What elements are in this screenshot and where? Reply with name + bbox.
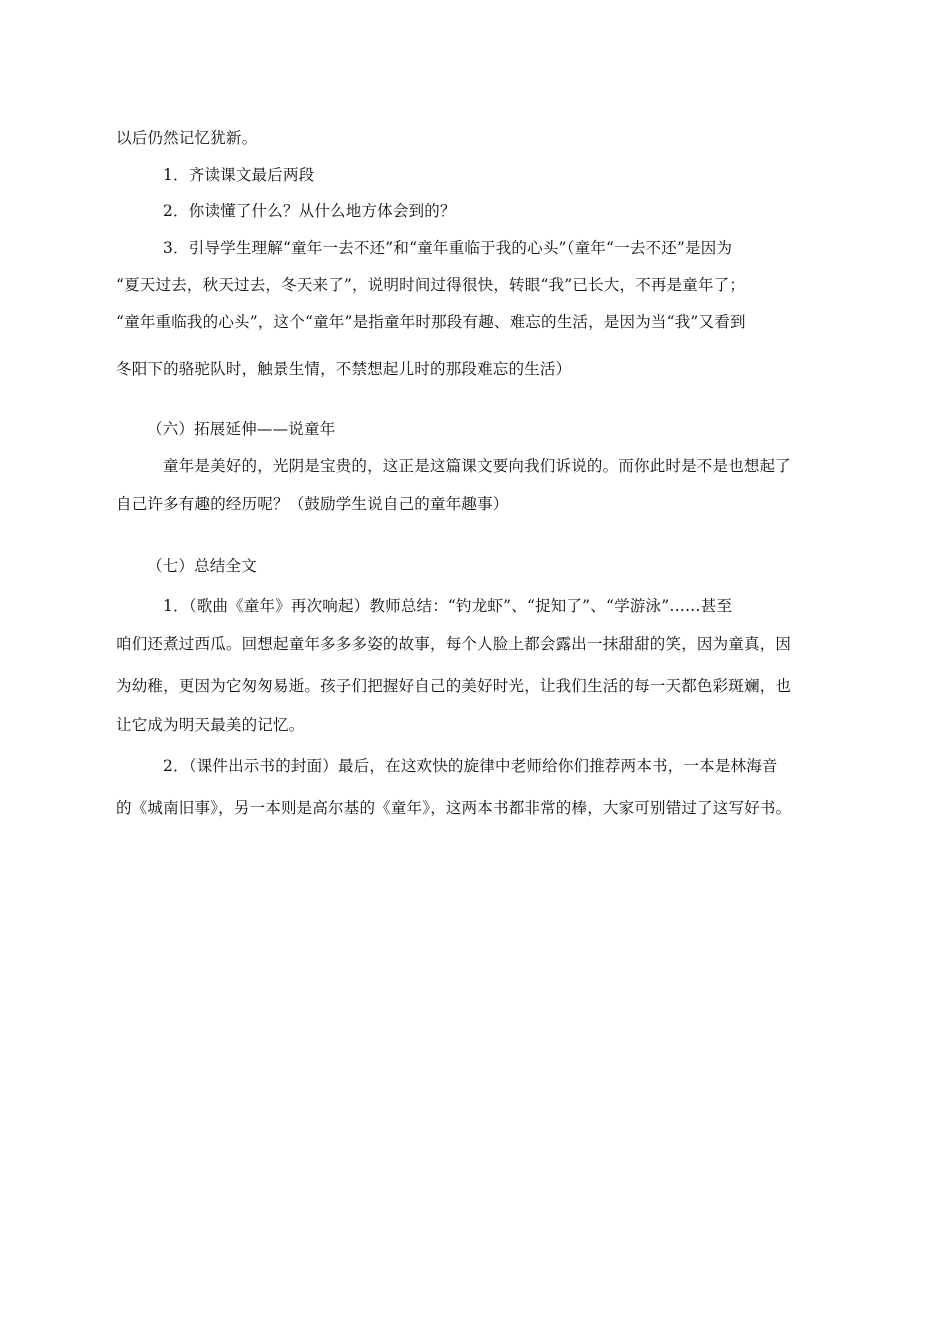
section-7-item-1-line-3: 为幼稚，更因为它匆匆易逝。孩子们把握好自己的美好时光，让我们生活的每一天都色彩斑斓，也 [116,677,792,695]
section-7-item-2: 2．（课件出示书的封面）最后，在这欢快的旋律中老师给你们推荐两本书，一本是林海音 [163,757,778,775]
section-7-item-2-line-2: 的《城南旧事》，另一本则是高尔基的《童年》，这两本书都非常的棒，大家可别错过了这写好书。 [116,799,792,817]
list-item-3-line-2: “夏天过去，秋天过去，冬天来了”，说明时间过得很快，转眼“我”已长大，不再是童年了； [116,276,746,294]
section-heading-6: （六）拓展延伸——说童年 [147,420,336,438]
section-7-item-1: 1．（歌曲《童年》再次响起）教师总结：“钓龙虾”、“捉知了”、“学游泳”……甚至 [163,597,733,615]
paragraph-continuation: 以后仍然记忆犹新。 [116,129,258,147]
section-6-paragraph: 童年是美好的，光阴是宝贵的，这正是这篇课文要向我们诉说的。而你此时是不是也想起了 [163,457,792,475]
list-item-3: 3．引导学生理解“童年一去不还”和“童年重临于我的心头”（童年“一去不还”是因为 [163,239,733,257]
list-item-3-line-3: “童年重临我的心头”，这个“童年”是指童年时那段有趣、难忘的生活，是因为当“我”又看到 [116,313,746,331]
section-7-item-1-line-4: 让它成为明天最美的记忆。 [116,716,305,734]
section-7-item-1-line-2: 咱们还煮过西瓜。回想起童年多多多姿的故事，每个人脸上都会露出一抹甜甜的笑，因为童真，因 [116,635,792,653]
list-item-1: 1．齐读课文最后两段 [163,166,315,184]
section-heading-7: （七）总结全文 [147,557,257,575]
list-item-3-line-4: 冬阳下的骆驼队时，触景生情，不禁想起儿时的那段难忘的生活） [116,360,572,378]
list-item-2: 2．你读懂了什么？从什么地方体会到的？ [163,202,456,220]
section-6-paragraph-line-2: 自己许多有趣的经历呢？（鼓励学生说自己的童年趣事） [116,495,509,513]
